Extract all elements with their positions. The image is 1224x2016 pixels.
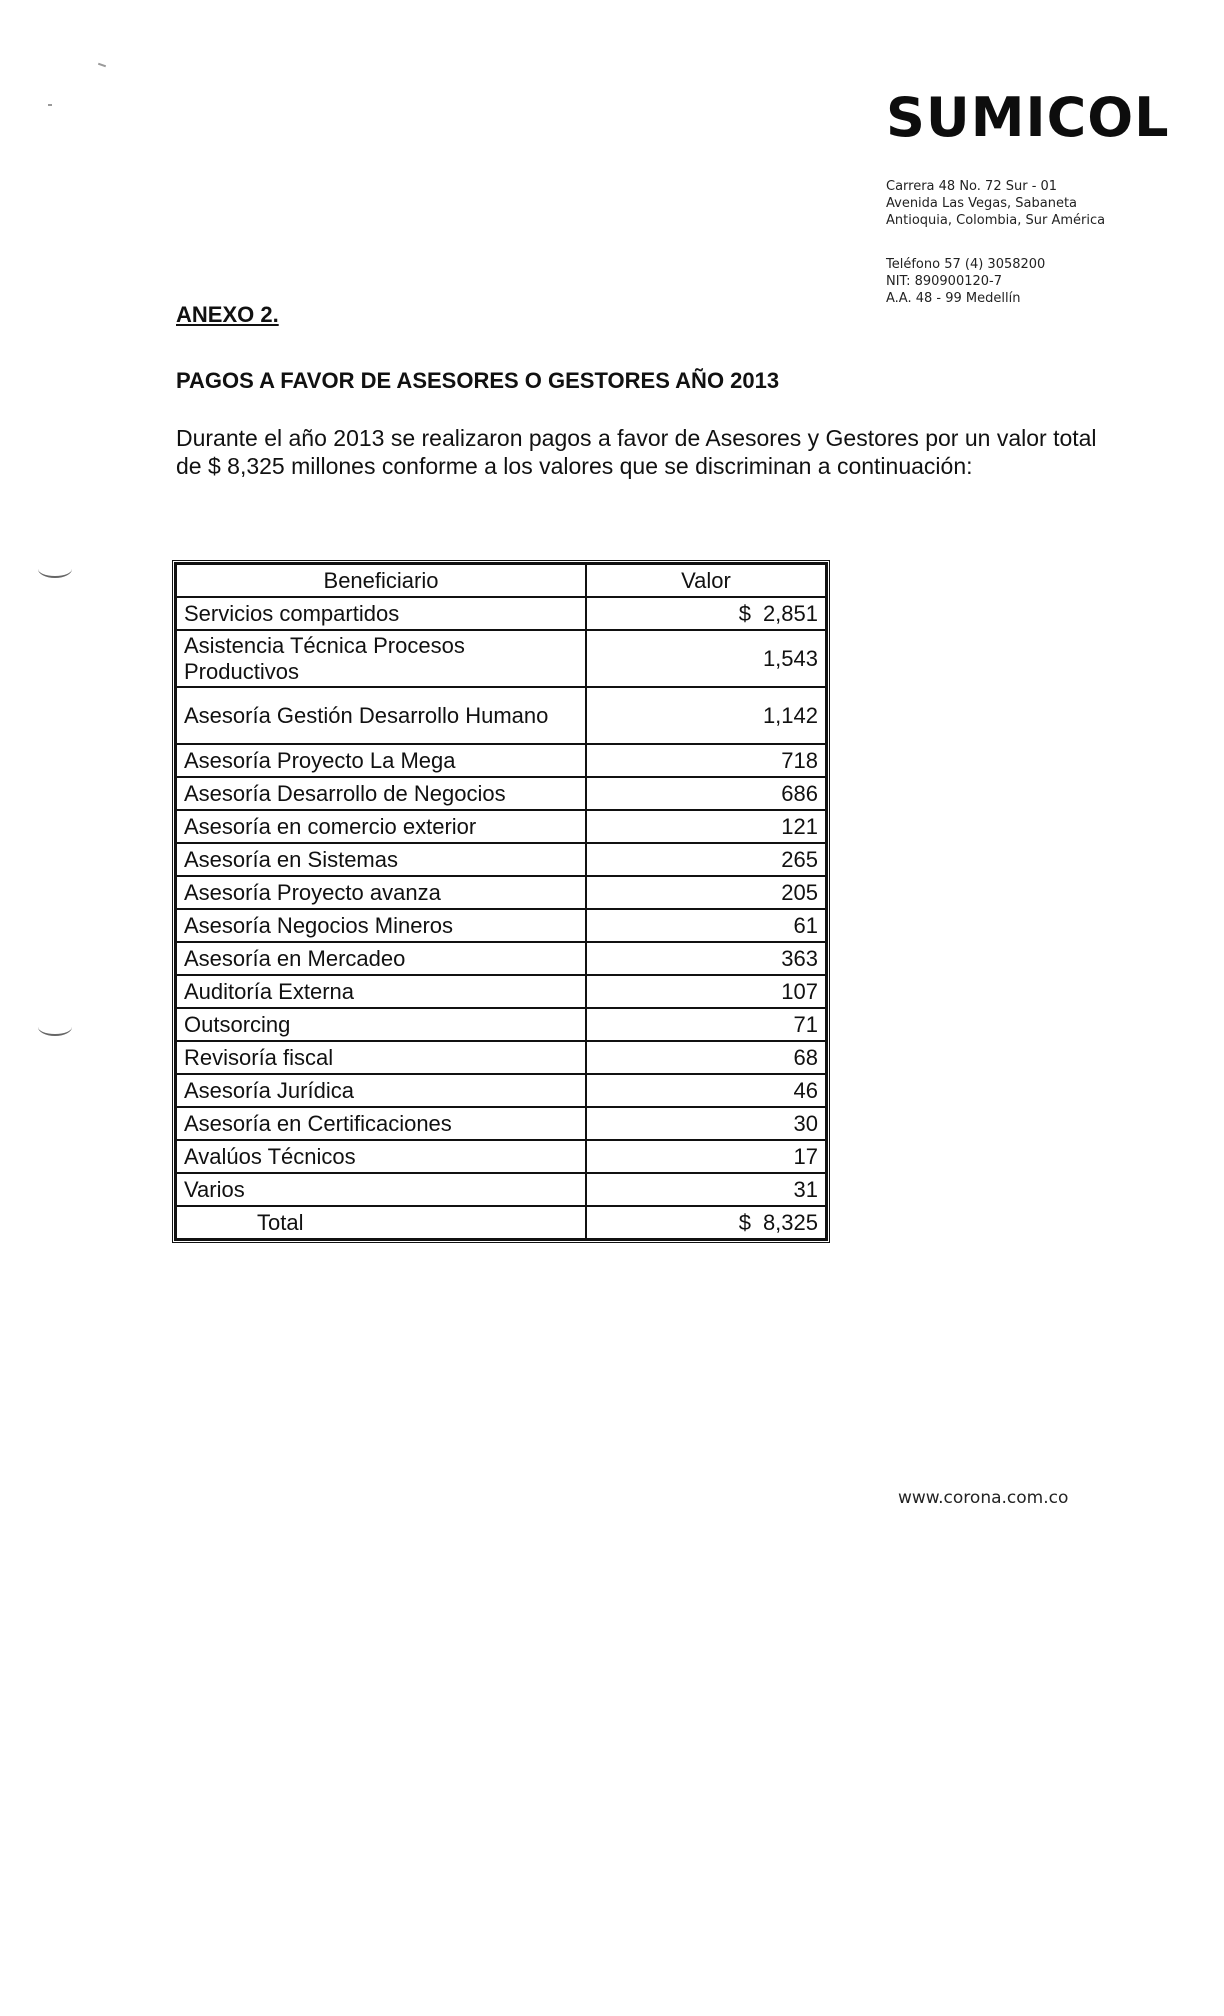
beneficiary-cell: Revisoría fiscal: [176, 1041, 586, 1074]
table-row: [176, 687, 826, 744]
table-row: [176, 810, 826, 843]
beneficiary-cell: Servicios compartidos: [176, 597, 586, 630]
annex-label: ANEXO 2.: [176, 302, 279, 327]
table-row: [176, 1140, 826, 1173]
beneficiary-cell: Avalúos Técnicos: [176, 1140, 586, 1173]
beneficiary-cell: Asesoría en Mercadeo: [176, 942, 586, 975]
value-cell: 31: [586, 1173, 826, 1206]
table-row: [176, 843, 826, 876]
beneficiary-cell: Asesoría Jurídica: [176, 1074, 586, 1107]
value-cell: 121: [586, 810, 826, 843]
value-cell: 718: [586, 744, 826, 777]
total-value: 8,325: [762, 1209, 818, 1235]
table-row: [176, 1173, 826, 1206]
scan-speck: [98, 63, 106, 68]
beneficiary-cell: Varios: [176, 1173, 586, 1206]
table-row: [176, 597, 826, 630]
beneficiary-cell: Asistencia Técnica Procesos Productivos: [176, 630, 586, 687]
table-row: [176, 909, 826, 942]
table-row: [176, 1041, 826, 1074]
column-header-beneficiary: Beneficiario: [176, 564, 586, 597]
beneficiary-cell: Outsorcing: [176, 1008, 586, 1041]
margin-mark: [38, 1018, 72, 1036]
beneficiary-cell: Asesoría en Certificaciones: [176, 1107, 586, 1140]
company-logo: SUMICOL: [886, 86, 1170, 149]
contact-line: A.A. 48 - 99 Medellín: [886, 291, 1021, 306]
value-cell: 265: [586, 843, 826, 876]
address-line: Carrera 48 No. 72 Sur - 01: [886, 179, 1058, 194]
total-value-cell: [586, 1206, 826, 1239]
value-cell: 46: [586, 1074, 826, 1107]
table-row: [176, 630, 826, 687]
table-row: [176, 1107, 826, 1140]
value-cell: 30: [586, 1107, 826, 1140]
table-header-row: [176, 564, 826, 597]
value-cell: 61: [586, 909, 826, 942]
beneficiary-cell: Asesoría en comercio exterior: [176, 810, 586, 843]
beneficiary-cell: Asesoría Proyecto avanza: [176, 876, 586, 909]
value-cell: 363: [586, 942, 826, 975]
value-cell: 205: [586, 876, 826, 909]
beneficiary-cell: Asesoría Proyecto La Mega: [176, 744, 586, 777]
table-row: [176, 942, 826, 975]
value-amount: 2,851: [762, 600, 818, 626]
value-cell: [586, 597, 826, 630]
scan-speck: [48, 104, 52, 106]
table-row: [176, 744, 826, 777]
company-address: [886, 178, 1105, 229]
company-contact: [886, 256, 1045, 307]
value-cell: 17: [586, 1140, 826, 1173]
beneficiary-cell: Auditoría Externa: [176, 975, 586, 1008]
margin-mark: [38, 560, 72, 578]
table-row: [176, 876, 826, 909]
table-row: [176, 777, 826, 810]
table-row: [176, 975, 826, 1008]
currency-symbol: $: [738, 600, 751, 626]
address-line: Avenida Las Vegas, Sabaneta: [886, 196, 1078, 211]
contact-line: NIT: 890900120-7: [886, 274, 1002, 289]
payments-table: [172, 560, 830, 1243]
value-cell: 71: [586, 1008, 826, 1041]
intro-paragraph: [176, 424, 1176, 480]
beneficiary-cell: Asesoría Gestión Desarrollo Humano: [176, 687, 586, 744]
contact-line: Teléfono 57 (4) 3058200: [886, 257, 1046, 272]
footer-website: www.corona.com.co: [898, 1488, 1069, 1508]
currency-symbol: $: [738, 1209, 751, 1235]
value-cell: 1,142: [586, 687, 826, 744]
intro-line: de $ 8,325 millones conforme a los valores que se discriminan a continuación:: [176, 453, 973, 479]
table-row: [176, 1008, 826, 1041]
beneficiary-cell: Asesoría en Sistemas: [176, 843, 586, 876]
page-title: PAGOS A FAVOR DE ASESORES O GESTORES AÑO 2013: [176, 368, 780, 393]
total-row: [176, 1206, 826, 1239]
table-row: [176, 1074, 826, 1107]
intro-line: Durante el año 2013 se realizaron pagos a favor de Asesores y Gestores por un valor total: [176, 425, 1097, 451]
value-cell: 68: [586, 1041, 826, 1074]
column-header-value: Valor: [586, 564, 826, 597]
value-cell: 107: [586, 975, 826, 1008]
beneficiary-cell: Asesoría Desarrollo de Negocios: [176, 777, 586, 810]
beneficiary-cell: Asesoría Negocios Mineros: [176, 909, 586, 942]
value-cell: 1,543: [586, 630, 826, 687]
address-line: Antioquia, Colombia, Sur América: [886, 213, 1106, 228]
value-cell: 686: [586, 777, 826, 810]
total-label: Total: [176, 1206, 586, 1239]
